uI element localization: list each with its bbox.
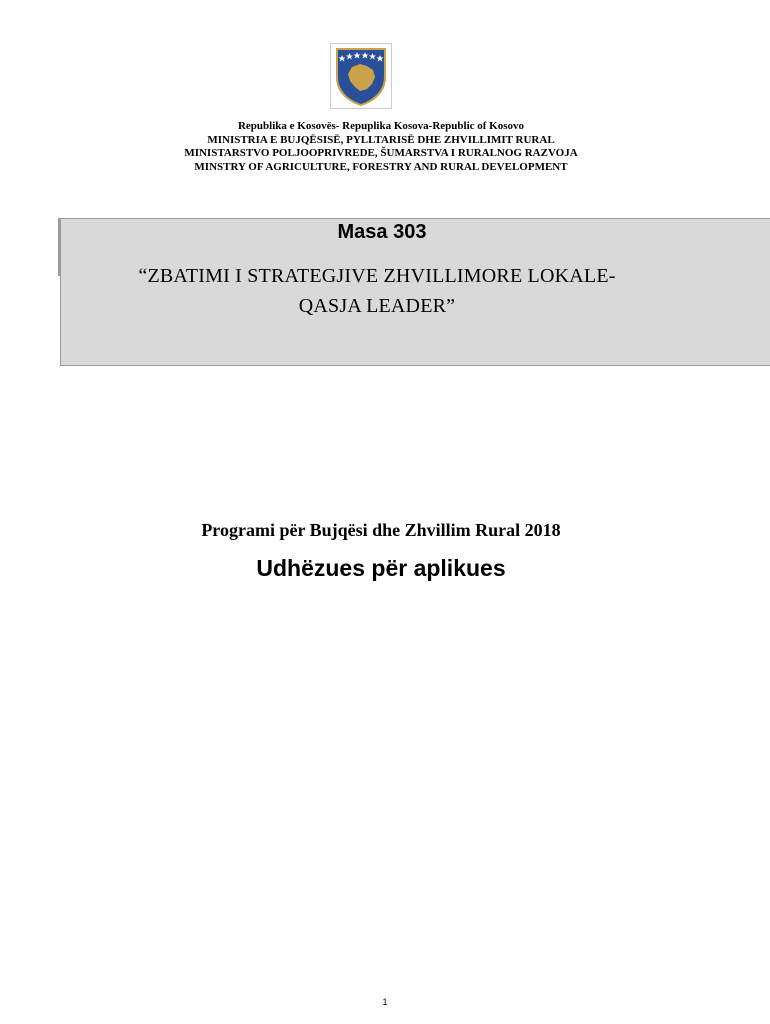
measure-name-line-2: QASJA LEADER” xyxy=(298,295,456,317)
document-subtitle: Udhëzues për aplikues xyxy=(256,555,506,581)
coat-of-arms-icon xyxy=(330,43,392,109)
measure-name-line-1: “ZBATIMI I STRATEGJIVE ZHVILLIMORE LOKALE- xyxy=(138,265,616,287)
header-line-ministry-english: MINSTRY OF AGRICULTURE, FORESTRY AND RURAL DEVELOPMENT xyxy=(194,160,568,173)
measure-banner xyxy=(60,218,770,366)
header-line-republic: Republika e Kosovës- Repuplika Kosova-Republic of Kosovo xyxy=(237,120,525,132)
measure-title: Masa 303 xyxy=(337,221,427,243)
header-line-ministry-serbian: MINISTARSTVO POLJOOPRIVREDE, ŠUMARSTVA I RURALNOG RAZVOJA xyxy=(184,147,578,159)
emblem-graphic xyxy=(330,43,392,109)
measure-name xyxy=(75,261,679,321)
ministry-header xyxy=(0,120,762,174)
page-number: 1 xyxy=(382,997,388,1007)
header-line-ministry-albanian: MINISTRIA E BUJQËSISË, PYLLTARISË DHE ZHVILLIMIT RURAL xyxy=(207,133,555,146)
program-title: Programi për Bujqësi dhe Zhvillim Rural 2018 xyxy=(201,520,561,540)
